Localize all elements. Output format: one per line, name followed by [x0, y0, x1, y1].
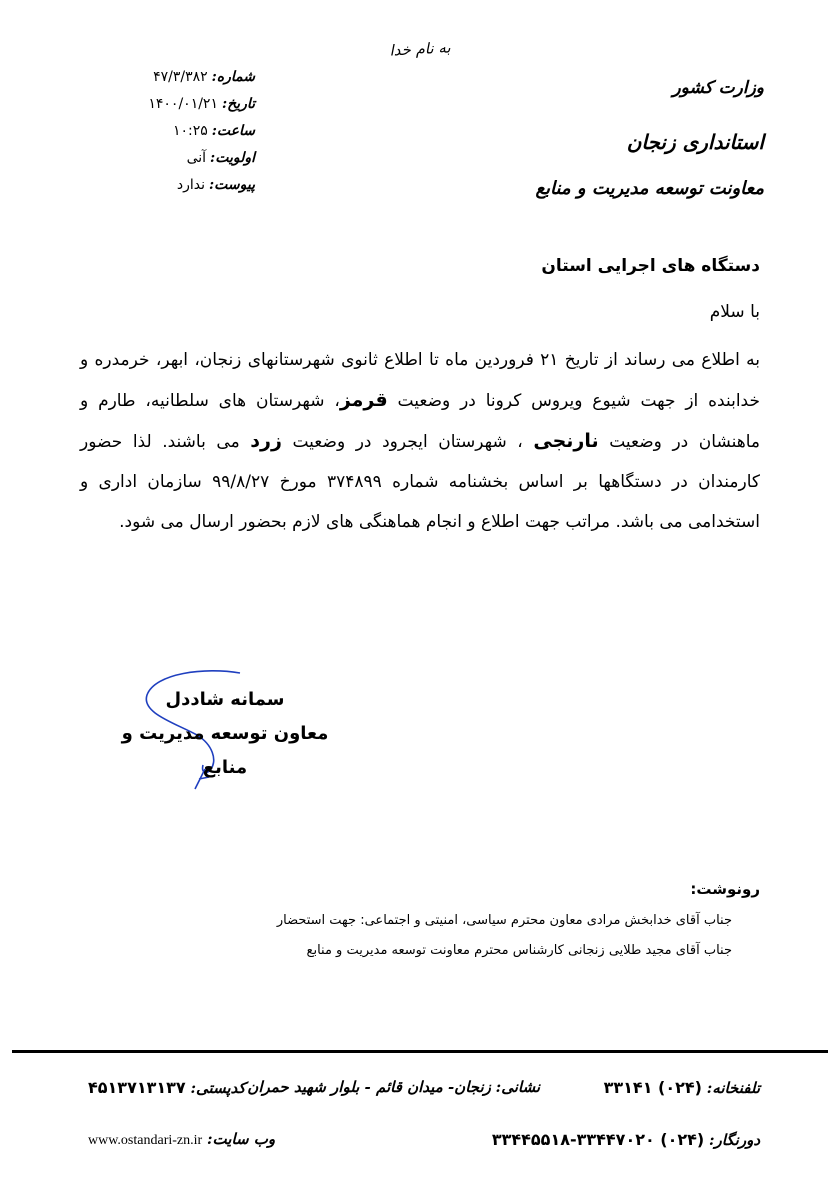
- website-link[interactable]: www.ostandari-zn.ir: [88, 1133, 203, 1148]
- governorate-name: استانداری زنجان: [626, 130, 764, 154]
- meta-number-label: شماره:: [211, 69, 255, 85]
- cc-title: رونوشت:: [690, 880, 760, 898]
- letter-body: [80, 340, 760, 542]
- status-orange: نارنجی: [533, 430, 599, 452]
- basmala: به نام خدا: [389, 38, 451, 60]
- meta-attachment-label: پیوست:: [209, 177, 255, 193]
- postal-label: کدپستی:: [190, 1079, 246, 1097]
- address-label: نشانی:: [495, 1078, 540, 1096]
- meta-date-label: تاریخ:: [221, 96, 255, 112]
- footer-postal-code: [88, 1078, 246, 1097]
- meta-date-value: ۱۴۰۰/۰۱/۲۱: [148, 96, 218, 112]
- footer-divider: [12, 1050, 828, 1053]
- telephone-label: تلفنخانه:: [706, 1079, 760, 1097]
- letter-meta: [95, 64, 255, 199]
- footer-address: [247, 1078, 540, 1096]
- footer-fax: [492, 1130, 760, 1149]
- recipient: دستگاه های اجرایی استان: [541, 256, 760, 276]
- meta-time-label: ساعت:: [211, 123, 255, 139]
- body-part-4: می باشند. لذا حضور کارمندان در دستگاهها بر اساس بخشنامه شماره ۳۷۴۸۹۹ مورخ ۹۹/۸/۲۷ سازمان اداری و استخدامی می باشد. مراتب جهت اطلاع و انجام هماهنگی های لازم بحضور ارسال می شود.: [80, 432, 760, 532]
- meta-attachment-value: ندارد: [176, 177, 205, 193]
- body-part-1: به اطلاع می رساند از تاریخ ۲۱ فروردین ماه تا اطلاع ثانوی شهرستانهای زنجان، ابهر، خرمدره و خدابنده از جهت شیوع ویروس کرونا در وضعیت: [80, 350, 760, 411]
- status-yellow: زرد: [250, 430, 282, 452]
- signatory-title: معاون توسعه مدیریت و منابع: [121, 723, 329, 778]
- greeting: با سلام: [709, 302, 760, 322]
- meta-attachment: [95, 172, 255, 199]
- meta-priority-label: اولویت:: [210, 150, 255, 166]
- website-label: وب سایت:: [206, 1130, 276, 1148]
- body-part-3: ، شهرستان ایجرود در وضعیت: [292, 432, 523, 452]
- meta-number-value: ۴۷/۳/۳۸۲: [153, 69, 208, 85]
- body-part-2: ، شهرستان های سلطانیه، طارم و ماهنشان در وضعیت: [80, 391, 761, 452]
- cc-line-2: جناب آقای مجید طلایی زنجانی کارشناس محترم معاونت توسعه مدیریت و منابع: [306, 943, 732, 958]
- signatory-name: سمانه شاددل: [165, 689, 285, 710]
- telephone-value: (۰۲۴) ۳۳۱۴۱: [603, 1078, 702, 1097]
- ministry-name: وزارت کشور: [672, 78, 764, 98]
- meta-time: [95, 118, 255, 145]
- meta-priority: [95, 145, 255, 172]
- deputy-name: معاونت توسعه مدیریت و منابع: [535, 178, 764, 199]
- meta-number: [95, 64, 255, 91]
- fax-label: دورنگار:: [709, 1131, 760, 1149]
- meta-priority-value: آنی: [186, 150, 207, 166]
- status-red: قرمز: [339, 389, 388, 411]
- footer-telephone: [604, 1078, 760, 1097]
- meta-date: [95, 91, 255, 118]
- signature-block: [100, 683, 350, 785]
- footer-website: [88, 1130, 275, 1149]
- postal-value: ۴۵۱۳۷۱۳۱۳۷: [88, 1078, 186, 1097]
- fax-value: (۰۲۴) ۳۳۴۴۷۰۲۰-۳۳۴۴۵۵۱۸: [491, 1130, 705, 1149]
- cc-line-1: جناب آقای خدابخش مرادی معاون محترم سیاسی، امنیتی و اجتماعی: جهت استحضار: [276, 913, 732, 928]
- meta-time-value: ۱۰:۲۵: [172, 123, 208, 139]
- address-value: زنجان- میدان قائم - بلوار شهید حمران: [247, 1078, 491, 1096]
